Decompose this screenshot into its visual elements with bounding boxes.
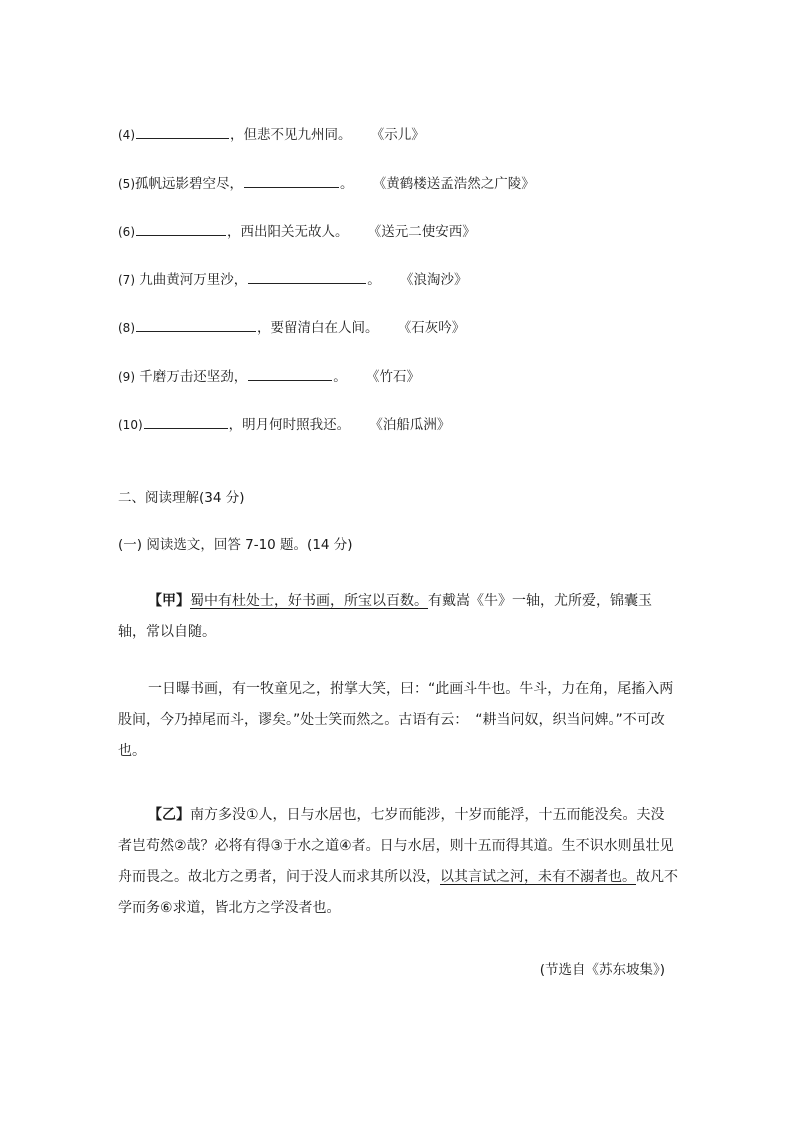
answer-blank[interactable] [144, 414, 228, 429]
passage-jia-p2: 一日曝书画，有一牧童见之，拊掌大笑，曰：“此画斗牛也。牛斗，力在角，尾搐入两股间，今乃掉尾而斗，谬矣。”处士笑而然之。古语有云： “耕当问奴，织当问婢。”不可改也。 [118, 681, 674, 759]
blank-item-5: (5)孤帆远影碧空尽， 。 《黄鹤楼送孟浩然之广陵》 [118, 173, 535, 194]
section-subtitle: (一) 阅读选文，回答 7-10 题。(14 分) [118, 537, 353, 553]
passage-jia-p1: 【甲】蜀中有杜处士，好书画，所宝以百数。有戴嵩《牛》一轴，尤所爱，锦囊玉轴，常以自随。 [118, 593, 652, 640]
answer-blank[interactable] [248, 269, 366, 284]
blank-item-7: (7) 九曲黄河万里沙， 。 《浪淘沙》 [118, 269, 468, 290]
answer-blank[interactable] [136, 317, 256, 332]
answer-blank[interactable] [248, 366, 332, 381]
blank-item-4: (4) ，但悲不见九州同。 《示儿》 [118, 124, 425, 145]
passage-yi: 【乙】南方多没①人，日与水居也，七岁而能涉，十岁而能浮，十五而能没矣。夫没者岂苟然②哉？必将有得③于水之道④者。日与水居，则十五而得其道。生不识水则虽壮见舟而畏之。故北方之勇者，问于没人而求其所以没，以其言试之河，未有不溺者也。故凡不学而务⑥求道，皆北方之学没者也。 [118, 807, 678, 916]
source-note: (节选自《苏东坡集》) [539, 962, 665, 978]
underlined-sentence: 蜀中有杜处士，好书画，所宝以百数。 [190, 593, 428, 609]
answer-blank[interactable] [244, 173, 339, 188]
blank-item-8: (8) ，要留清白在人间。 《石灰吟》 [118, 317, 465, 338]
blank-item-9: (9) 千磨万击还坚劲， 。 《竹石》 [118, 366, 420, 387]
blank-item-6: (6) ，西出阳关无故人。 《送元二使安西》 [118, 221, 476, 242]
blank-item-10: (10) ，明月何时照我还。 《泊船瓜洲》 [118, 414, 450, 435]
section-title: 二、阅读理解(34 分) [118, 490, 245, 506]
underlined-sentence: 以其言试之河，未有不溺者也。 [440, 869, 636, 885]
answer-blank[interactable] [136, 221, 226, 236]
answer-blank[interactable] [136, 124, 229, 139]
